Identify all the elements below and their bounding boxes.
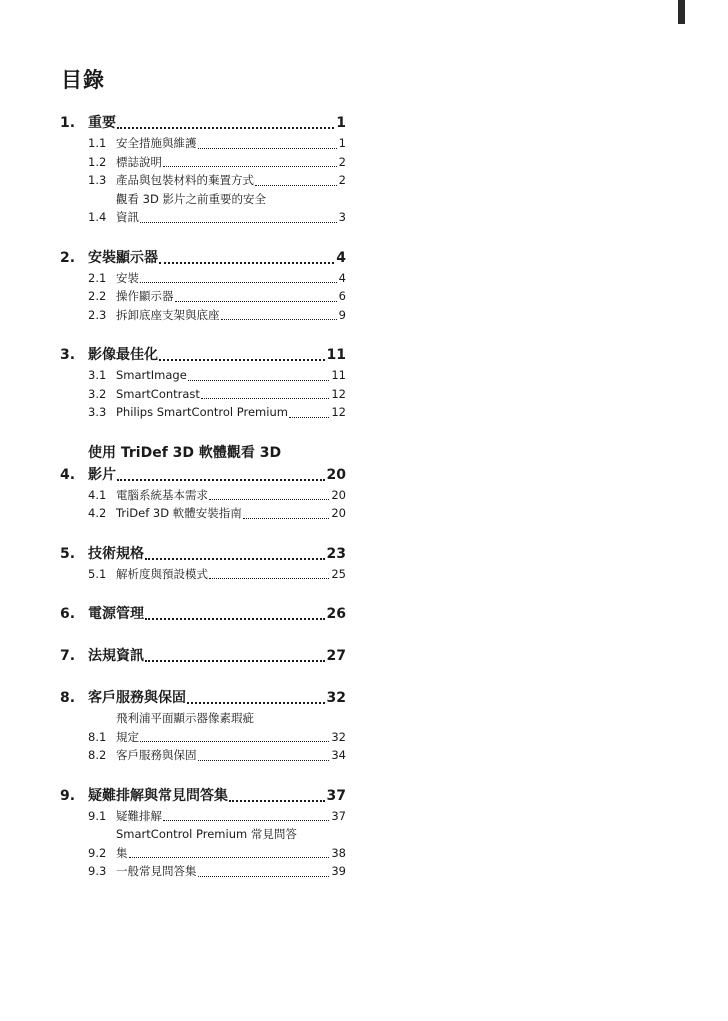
- section-number: 5.: [60, 545, 76, 562]
- dot-leader: [163, 166, 337, 167]
- toc-subentry[interactable]: [88, 287, 346, 306]
- subsection-title-block: [116, 190, 346, 227]
- toc-subentry[interactable]: [88, 403, 346, 422]
- subsection-list: [88, 486, 346, 523]
- dot-leader: [175, 301, 337, 302]
- subsection-title-line2: 規定: [116, 729, 139, 744]
- subsection-number: 3.2: [88, 386, 107, 401]
- subsection-title-block: [116, 134, 346, 153]
- toc-entry[interactable]: [60, 645, 346, 667]
- dot-leader: [198, 876, 330, 877]
- subsection-number: 1.3: [88, 173, 107, 187]
- dot-leader: [209, 578, 329, 579]
- subsection-title: 一般常見問答集: [116, 864, 197, 878]
- subsection-title: SmartImage: [116, 368, 187, 382]
- dot-leader: [229, 800, 325, 802]
- subsection-title: 電腦系統基本需求: [116, 487, 208, 502]
- subsection-title: 安裝: [116, 270, 139, 285]
- page-number: 27: [326, 648, 346, 664]
- page-number: 4: [338, 270, 346, 285]
- dot-leader: [145, 618, 325, 620]
- page-number: 20: [326, 466, 346, 483]
- section-title: 法規資訊: [88, 648, 144, 664]
- toc-section: [60, 442, 346, 523]
- dot-leader: [117, 479, 325, 481]
- toc-section: [60, 785, 346, 881]
- page-number: 3: [338, 210, 346, 224]
- toc-entry[interactable]: [60, 112, 346, 134]
- subsection-title-block: [116, 862, 346, 881]
- page-number: 12: [331, 405, 346, 419]
- subsection-number: 2.3: [88, 307, 107, 322]
- toc-entry[interactable]: [60, 687, 346, 709]
- section-number: 1.: [60, 115, 76, 131]
- toc-entry[interactable]: [60, 247, 346, 269]
- section-title-block: [88, 543, 346, 565]
- subsection-list: [88, 269, 346, 325]
- subsection-title: TriDef 3D 軟體安裝指南: [116, 506, 242, 520]
- subsection-number: 2.2: [88, 289, 107, 303]
- subsection-title-block: [116, 306, 346, 325]
- dot-leader: [198, 760, 330, 761]
- toc-subentry[interactable]: [88, 269, 346, 288]
- toc-section: [60, 687, 346, 765]
- toc-subentry[interactable]: [88, 134, 346, 153]
- toc-section: [60, 344, 346, 422]
- page-number: 38: [331, 845, 346, 860]
- dot-leader: [117, 127, 334, 129]
- subsection-number: 9.1: [88, 808, 107, 823]
- table-of-contents: [60, 112, 346, 901]
- page-number: 12: [331, 386, 346, 401]
- dot-leader: [140, 222, 337, 223]
- toc-section: [60, 543, 346, 584]
- page-number: 37: [331, 808, 346, 823]
- subsection-list: [88, 134, 346, 227]
- toc-section: [60, 112, 346, 227]
- toc-subentry[interactable]: [88, 306, 346, 325]
- dot-leader: [188, 380, 330, 381]
- subsection-title-line2-row: [116, 208, 346, 227]
- toc-subentry[interactable]: [88, 862, 346, 881]
- subsection-number: 5.1: [88, 566, 107, 581]
- subsection-number: 9.2: [88, 845, 107, 860]
- subsection-number: 4.2: [88, 506, 107, 520]
- section-title-block: [88, 645, 346, 667]
- subsection-number: 4.1: [88, 487, 107, 502]
- toc-section: [60, 247, 346, 325]
- subsection-title: 疑難排解: [116, 808, 162, 823]
- section-title-block: [88, 442, 346, 486]
- subsection-number: 1.4: [88, 210, 107, 224]
- section-number: 9.: [60, 787, 76, 804]
- dot-leader: [145, 558, 325, 560]
- dot-leader: [221, 319, 337, 320]
- page-number: 39: [331, 864, 346, 878]
- subsection-title-line2-row: [116, 728, 346, 747]
- subsection-list: [88, 807, 346, 881]
- subsection-number: 1.1: [88, 136, 107, 150]
- toc-subentry[interactable]: [88, 709, 346, 746]
- page-number: 26: [326, 606, 346, 622]
- toc-subentry[interactable]: [88, 746, 346, 765]
- subsection-title-block: [116, 486, 346, 505]
- subsection-number: 1.2: [88, 154, 107, 169]
- subsection-title-block: [116, 287, 346, 306]
- page-number: 20: [331, 506, 346, 520]
- section-title-block: [88, 344, 346, 366]
- subsection-number: 3.3: [88, 405, 107, 419]
- dot-leader: [140, 741, 329, 742]
- subsection-title-block: [116, 269, 346, 288]
- subsection-title-block: [116, 153, 346, 172]
- page-number: 25: [331, 566, 346, 581]
- toc-subentry[interactable]: [88, 807, 346, 826]
- section-title-line2-row: [88, 464, 346, 486]
- subsection-number: 8.2: [88, 748, 107, 762]
- subsection-title: Philips SmartControl Premium: [116, 405, 288, 419]
- section-number: 3.: [60, 347, 76, 363]
- subsection-title-line2: 集: [116, 845, 128, 860]
- toc-subentry[interactable]: [88, 825, 346, 862]
- page-number: 20: [331, 487, 346, 502]
- subsection-title-block: [116, 504, 346, 523]
- toc-section: [60, 645, 346, 667]
- dot-leader: [255, 185, 337, 186]
- subsection-number: 9.3: [88, 864, 107, 878]
- subsection-number: 3.1: [88, 368, 107, 382]
- page-number: 2: [338, 154, 346, 169]
- toc-entry[interactable]: [60, 344, 346, 366]
- page-number: 32: [326, 690, 346, 706]
- toc-subentry[interactable]: [88, 385, 346, 404]
- page-title: 目錄: [61, 68, 105, 92]
- subsection-title: SmartContrast: [116, 386, 200, 401]
- subsection-title: 產品與包裝材料的棄置方式: [116, 173, 254, 187]
- subsection-list: [88, 709, 346, 765]
- subsection-title-block: [116, 825, 346, 862]
- subsection-title-block: [116, 366, 346, 385]
- page-number: 1: [338, 136, 346, 150]
- section-title: 電源管理: [88, 606, 144, 622]
- toc-entry[interactable]: [60, 785, 346, 807]
- subsection-title-block: [116, 807, 346, 826]
- toc-entry[interactable]: [60, 603, 346, 625]
- subsection-number: 2.1: [88, 270, 107, 285]
- subsection-title: 安全措施與維護: [116, 136, 197, 150]
- section-title: 安裝顯示器: [88, 249, 158, 266]
- section-title-line1: 使用 TriDef 3D 軟體觀看 3D: [88, 444, 282, 461]
- section-title-block: [88, 785, 346, 807]
- toc-subentry[interactable]: [88, 366, 346, 385]
- page-number: 1: [336, 115, 346, 131]
- page-number: 9: [338, 307, 346, 322]
- section-number: 7.: [60, 648, 76, 664]
- page-number: 37: [326, 787, 346, 804]
- dot-leader: [201, 398, 329, 399]
- subsection-title: 解析度與預設模式: [116, 566, 208, 581]
- section-title-block: [88, 112, 346, 134]
- dot-leader: [198, 148, 337, 149]
- toc-section: [60, 603, 346, 625]
- section-number: 8.: [60, 690, 76, 706]
- toc-subentry[interactable]: [88, 153, 346, 172]
- page-number: 23: [326, 545, 346, 562]
- section-title-block: [88, 687, 346, 709]
- dot-leader: [243, 518, 330, 519]
- toc-subentry[interactable]: [88, 504, 346, 523]
- section-title: 疑難排解與常見問答集: [88, 787, 228, 804]
- subsection-title-block: [116, 709, 346, 746]
- subsection-title: 操作顯示器: [116, 289, 174, 303]
- subsection-title-line2: 資訊: [116, 210, 139, 224]
- subsection-title-line1: SmartControl Premium 常見問答: [116, 827, 297, 841]
- page-number: 4: [336, 249, 346, 266]
- header-bar: [678, 0, 685, 24]
- dot-leader: [159, 262, 334, 264]
- dot-leader: [163, 820, 329, 821]
- subsection-title-block: [116, 565, 346, 584]
- subsection-title: 拆卸底座支架與底座: [116, 307, 220, 322]
- section-number: 6.: [60, 606, 76, 622]
- toc-subentry[interactable]: [88, 171, 346, 190]
- subsection-title: 客戶服務與保固: [116, 748, 197, 762]
- toc-entry[interactable]: [60, 543, 346, 565]
- dot-leader: [140, 282, 337, 283]
- section-number: 2.: [60, 249, 76, 266]
- subsection-title: 標誌說明: [116, 154, 162, 169]
- subsection-title-block: [116, 171, 346, 190]
- dot-leader: [145, 660, 325, 662]
- subsection-title-block: [116, 385, 346, 404]
- subsection-list: [88, 565, 346, 584]
- dot-leader: [289, 417, 329, 418]
- page-number: 34: [331, 748, 346, 762]
- section-title: 技術規格: [88, 545, 144, 562]
- subsection-title-block: [116, 403, 346, 422]
- page-number: 32: [331, 729, 346, 744]
- section-title: 重要: [88, 115, 116, 131]
- section-title: 影像最佳化: [88, 347, 158, 363]
- section-title-block: [88, 603, 346, 625]
- dot-leader: [187, 702, 325, 704]
- subsection-title-line1: 觀看 3D 影片之前重要的安全: [116, 191, 266, 206]
- toc-subentry[interactable]: [88, 486, 346, 505]
- page-number: 2: [338, 173, 346, 187]
- section-title-line2: 影片: [88, 466, 116, 483]
- toc-subentry[interactable]: [88, 190, 346, 227]
- toc-subentry[interactable]: [88, 565, 346, 584]
- section-title-block: [88, 247, 346, 269]
- subsection-title-line1: 飛利浦平面顯示器像素瑕疵: [116, 711, 254, 725]
- dot-leader: [159, 359, 325, 361]
- section-title: 客戶服務與保固: [88, 690, 186, 706]
- page-number: 11: [326, 347, 346, 363]
- section-number: 4.: [60, 466, 76, 483]
- subsection-list: [88, 366, 346, 422]
- subsection-title-line2-row: [116, 844, 346, 863]
- subsection-title-block: [116, 746, 346, 765]
- toc-entry[interactable]: [60, 442, 346, 486]
- dot-leader: [129, 857, 330, 858]
- dot-leader: [209, 499, 329, 500]
- subsection-number: 8.1: [88, 729, 107, 744]
- page-number: 11: [331, 368, 346, 382]
- page-number: 6: [338, 289, 346, 303]
